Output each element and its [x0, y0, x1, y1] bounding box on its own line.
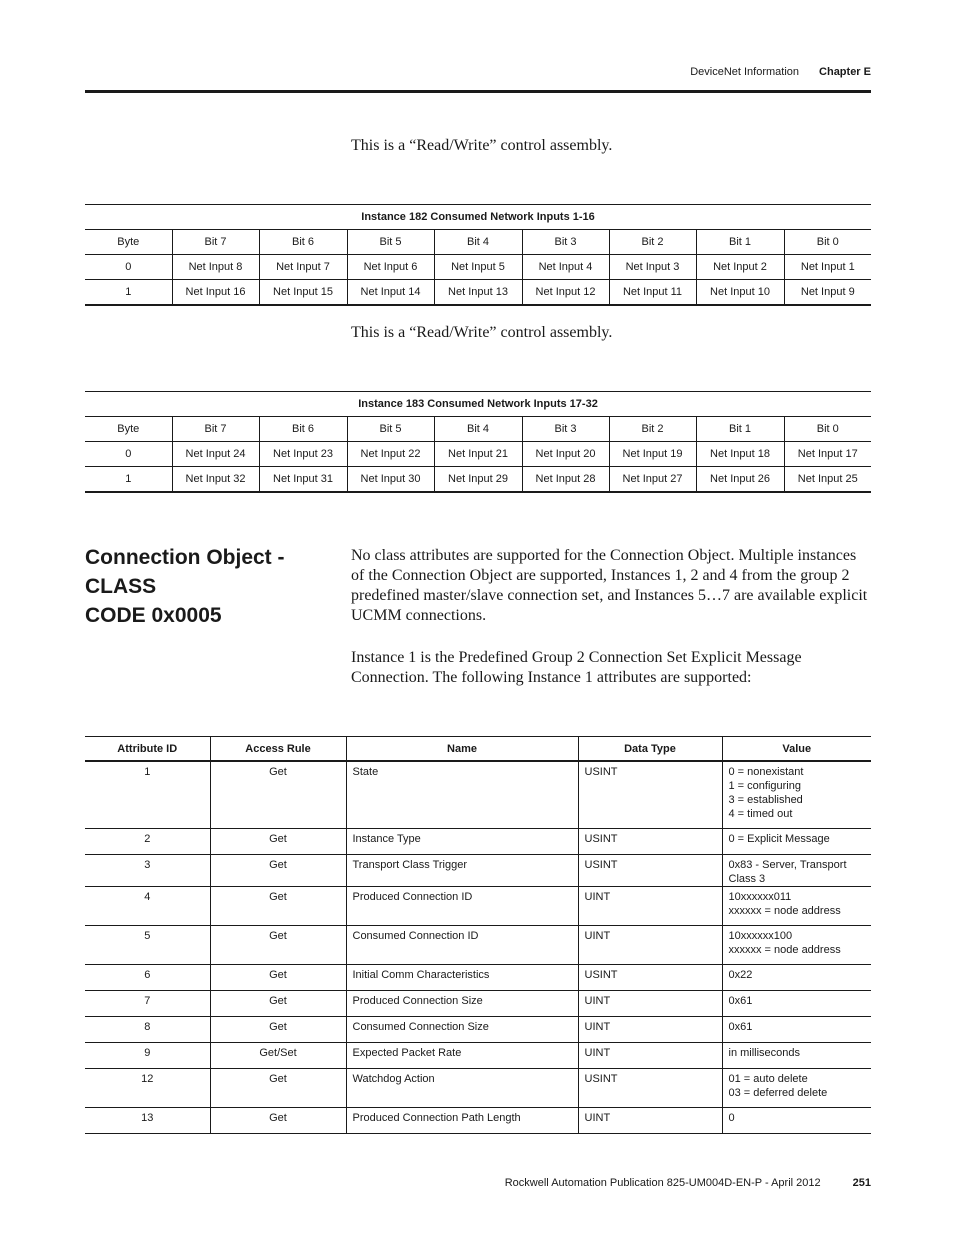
table-cell: Net Input 11	[609, 280, 696, 306]
column-header: Byte	[85, 230, 172, 255]
table-cell: 0	[85, 255, 172, 280]
value-cell: 0x22	[722, 964, 871, 990]
table-row	[85, 990, 871, 1016]
name-cell: Expected Packet Rate	[346, 1042, 578, 1068]
table-caption: Instance 182 Consumed Network Inputs 1-16	[85, 205, 871, 230]
access-rule-cell: Get	[210, 886, 346, 925]
value-cell	[722, 761, 871, 828]
table-cell: Net Input 13	[434, 280, 522, 306]
column-header: Bit 5	[347, 230, 434, 255]
data-type-cell: UINT	[578, 1016, 722, 1042]
column-header: Bit 3	[522, 230, 609, 255]
value-line: 3 = established	[728, 794, 803, 806]
value-cell: 0x61	[722, 1016, 871, 1042]
table-cell: Net Input 25	[784, 467, 871, 493]
column-header: Value	[722, 737, 871, 762]
column-header: Bit 0	[784, 417, 871, 442]
access-rule-cell: Get	[210, 1016, 346, 1042]
table-cell: Net Input 26	[696, 467, 784, 493]
attribute-id-cell: 5	[85, 925, 210, 964]
table-cell: Net Input 24	[172, 442, 259, 467]
table-cell: Net Input 32	[172, 467, 259, 493]
name-cell: Initial Comm Characteristics	[346, 964, 578, 990]
table-row	[85, 761, 871, 828]
table-cell: Net Input 17	[784, 442, 871, 467]
access-rule-cell: Get	[210, 990, 346, 1016]
value-cell: 0	[722, 1107, 871, 1133]
value-line: xxxxxx = node address	[728, 943, 841, 956]
table-row	[85, 442, 871, 467]
table-cell: 1	[85, 280, 172, 306]
access-rule-cell: Get	[210, 964, 346, 990]
name-cell: Instance Type	[346, 828, 578, 854]
table-cell: Net Input 2	[696, 255, 784, 280]
table-row	[85, 886, 871, 925]
data-type-cell: USINT	[578, 761, 722, 828]
attribute-id-cell: 12	[85, 1068, 210, 1107]
publication-info: Rockwell Automation Publication 825-UM004D-EN-P - April 2012	[504, 1177, 821, 1189]
table-cell: Net Input 23	[259, 442, 347, 467]
column-header: Bit 4	[434, 417, 522, 442]
table-row	[85, 280, 871, 306]
column-header: Bit 5	[347, 417, 434, 442]
table-row	[85, 1068, 871, 1107]
column-header: Bit 4	[434, 230, 522, 255]
table-cell: Net Input 15	[259, 280, 347, 306]
header-section-title: DeviceNet Information	[690, 66, 800, 78]
section-heading	[85, 543, 335, 630]
access-rule-cell: Get	[210, 1107, 346, 1133]
table-cell: Net Input 6	[347, 255, 434, 280]
table-header-row	[85, 230, 871, 255]
column-header: Attribute ID	[85, 737, 210, 762]
table-row	[85, 467, 871, 493]
attribute-id-cell: 3	[85, 854, 210, 886]
data-type-cell: UINT	[578, 990, 722, 1016]
name-cell: Produced Connection ID	[346, 886, 578, 925]
table-cell: Net Input 1	[784, 255, 871, 280]
attribute-id-cell: 13	[85, 1107, 210, 1133]
column-header: Byte	[85, 417, 172, 442]
table-cell: Net Input 19	[609, 442, 696, 467]
data-type-cell: UINT	[578, 925, 722, 964]
table-row	[85, 255, 871, 280]
section-heading-line-1: Connection Object - CLASS	[85, 546, 285, 598]
attribute-id-cell: 8	[85, 1016, 210, 1042]
header-chapter-label: Chapter E	[819, 66, 871, 78]
name-cell: Produced Connection Path Length	[346, 1107, 578, 1133]
value-cell: in milliseconds	[722, 1042, 871, 1068]
table-cell: 0	[85, 442, 172, 467]
table-cell: Net Input 12	[522, 280, 609, 306]
table-cell: Net Input 18	[696, 442, 784, 467]
instance-1-attributes-table	[85, 736, 871, 1134]
column-header: Bit 0	[784, 230, 871, 255]
data-type-cell: USINT	[578, 854, 722, 886]
table-cell: Net Input 14	[347, 280, 434, 306]
table-row	[85, 1016, 871, 1042]
column-header: Data Type	[578, 737, 722, 762]
table-row	[85, 854, 871, 886]
table-cell: Net Input 20	[522, 442, 609, 467]
column-header: Bit 3	[522, 417, 609, 442]
table-cell: Net Input 8	[172, 255, 259, 280]
value-cell: 0 = Explicit Message	[722, 828, 871, 854]
attribute-id-cell: 6	[85, 964, 210, 990]
page-header	[85, 66, 871, 93]
table-caption: Instance 183 Consumed Network Inputs 17-32	[85, 392, 871, 417]
value-line: 10xxxxxx011	[728, 890, 792, 903]
instance-183-table	[85, 391, 871, 493]
column-header: Name	[346, 737, 578, 762]
attribute-id-cell: 2	[85, 828, 210, 854]
access-rule-cell: Get	[210, 761, 346, 828]
table-cell: Net Input 7	[259, 255, 347, 280]
table-row	[85, 1107, 871, 1133]
table-row	[85, 1042, 871, 1068]
page-number: 251	[852, 1177, 871, 1189]
column-header: Bit 7	[172, 230, 259, 255]
data-type-cell: UINT	[578, 1042, 722, 1068]
table-cell: Net Input 4	[522, 255, 609, 280]
table-row	[85, 964, 871, 990]
access-rule-cell: Get	[210, 854, 346, 886]
value-cell: 0x83 - Server, Transport Class 3	[722, 854, 871, 886]
table-cell: Net Input 21	[434, 442, 522, 467]
table-cell: Net Input 3	[609, 255, 696, 280]
column-header: Bit 6	[259, 230, 347, 255]
table-cell: Net Input 30	[347, 467, 434, 493]
attribute-id-cell: 9	[85, 1042, 210, 1068]
table-cell: Net Input 28	[522, 467, 609, 493]
data-type-cell: USINT	[578, 1068, 722, 1107]
value-line: 03 = deferred delete	[728, 1086, 828, 1099]
column-header: Bit 2	[609, 417, 696, 442]
table-cell: Net Input 31	[259, 467, 347, 493]
column-header: Bit 1	[696, 417, 784, 442]
data-type-cell: UINT	[578, 1107, 722, 1133]
column-header: Bit 1	[696, 230, 784, 255]
data-type-cell: USINT	[578, 964, 722, 990]
name-cell: State	[346, 761, 578, 828]
table-cell: Net Input 9	[784, 280, 871, 306]
table-row	[85, 925, 871, 964]
table-row	[85, 828, 871, 854]
table-header-row	[85, 737, 871, 762]
name-cell: Watchdog Action	[346, 1068, 578, 1107]
value-line: xxxxxx = node address	[728, 904, 841, 917]
table-cell: Net Input 5	[434, 255, 522, 280]
read-write-note-1: This is a “Read/Write” control assembly.	[351, 137, 613, 154]
table-cell: Net Input 10	[696, 280, 784, 306]
name-cell: Transport Class Trigger	[346, 854, 578, 886]
access-rule-cell: Get	[210, 925, 346, 964]
column-header: Access Rule	[210, 737, 346, 762]
section-heading-line-2: CODE 0x0005	[85, 604, 222, 627]
attribute-id-cell: 4	[85, 886, 210, 925]
table-cell: Net Input 22	[347, 442, 434, 467]
column-header: Bit 7	[172, 417, 259, 442]
value-line: 01 = auto delete	[728, 1072, 808, 1085]
page-footer	[85, 1177, 871, 1189]
access-rule-cell: Get	[210, 828, 346, 854]
access-rule-cell: Get	[210, 1068, 346, 1107]
attribute-id-cell: 7	[85, 990, 210, 1016]
value-line: 1 = configuring	[728, 780, 801, 792]
table-cell: Net Input 16	[172, 280, 259, 306]
table-cell: Net Input 29	[434, 467, 522, 493]
value-cell	[722, 1068, 871, 1107]
name-cell: Produced Connection Size	[346, 990, 578, 1016]
connection-object-description: No class attributes are supported for the Connection Object. Multiple instances of the Connection Object are supported, Instances 1, 2 and 4 from the group 2 predefined master/slave connection set, and Instances 5…7 are available explicit UCMM connections.	[351, 547, 868, 624]
attribute-id-cell: 1	[85, 761, 210, 828]
instance-182-table	[85, 204, 871, 306]
value-cell	[722, 925, 871, 964]
table-cell: 1	[85, 467, 172, 493]
value-cell: 0x61	[722, 990, 871, 1016]
column-header: Bit 6	[259, 417, 347, 442]
name-cell: Consumed Connection ID	[346, 925, 578, 964]
instance-1-description: Instance 1 is the Predefined Group 2 Connection Set Explicit Message Connection. The following Instance 1 attributes are supported:	[351, 649, 802, 686]
data-type-cell: UINT	[578, 886, 722, 925]
data-type-cell: USINT	[578, 828, 722, 854]
value-cell	[722, 886, 871, 925]
value-line: 10xxxxxx100	[728, 929, 793, 942]
name-cell: Consumed Connection Size	[346, 1016, 578, 1042]
access-rule-cell: Get/Set	[210, 1042, 346, 1068]
value-line: 0 = nonexistant	[728, 766, 804, 778]
value-line: 4 = timed out	[728, 808, 793, 820]
column-header: Bit 2	[609, 230, 696, 255]
table-header-row	[85, 417, 871, 442]
read-write-note-2: This is a “Read/Write” control assembly.	[351, 324, 613, 341]
table-cell: Net Input 27	[609, 467, 696, 493]
